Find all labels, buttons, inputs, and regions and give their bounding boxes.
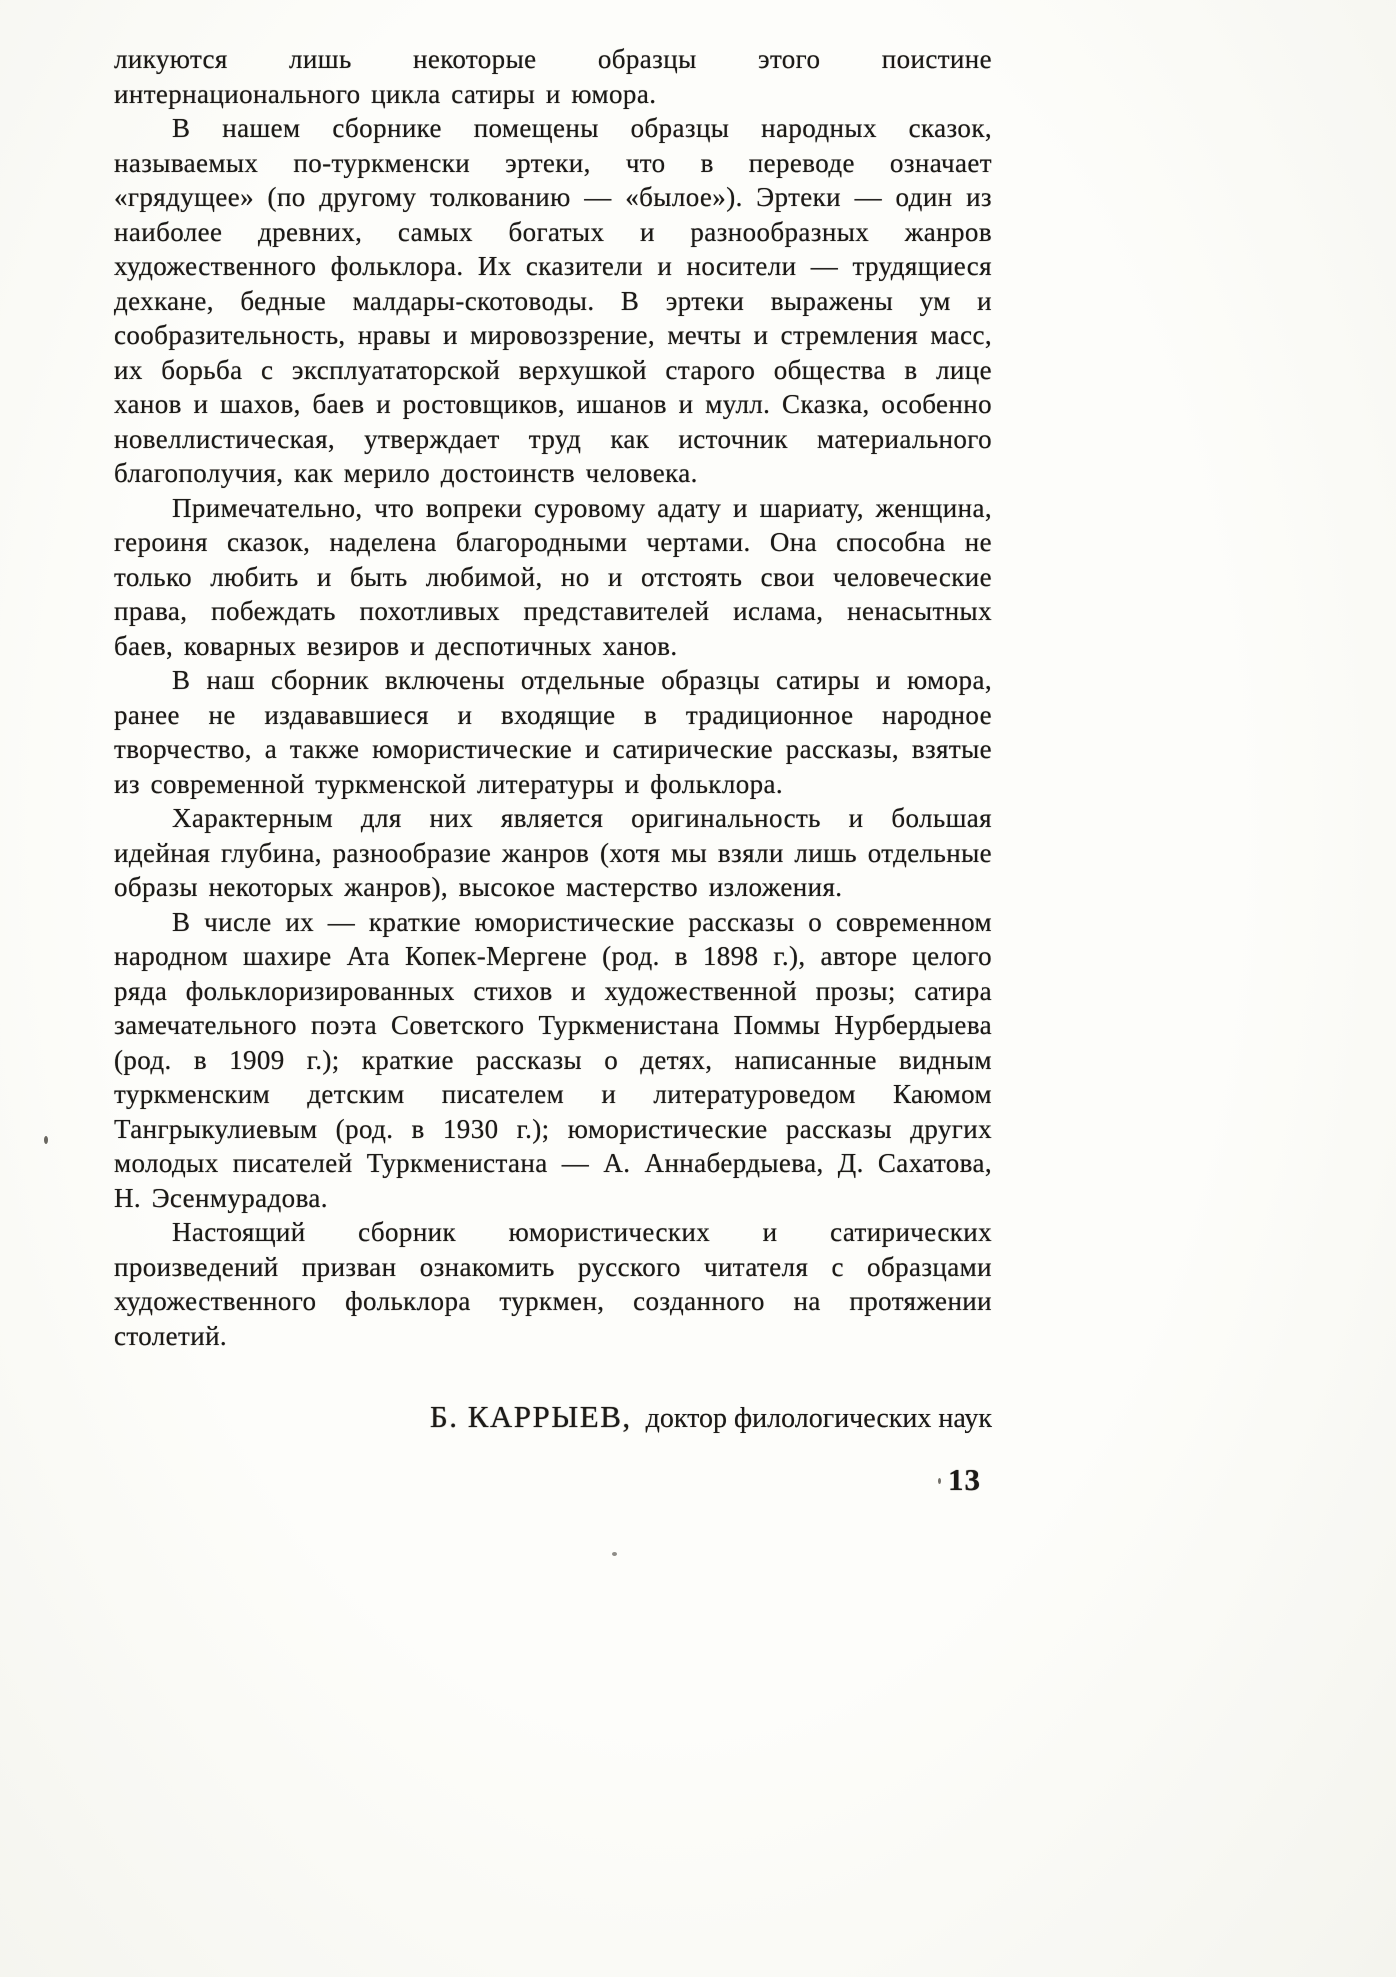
paragraph: Настоящий сборник юмористических и сатирических произведений призван ознакомить русского читателя с образцами художественного фольклора туркмен, созданного на протяжении столетий. (114, 1217, 992, 1351)
scan-speck (44, 1136, 48, 1144)
page-number: 13 (948, 1462, 981, 1497)
paragraph: Примечательно, что вопреки суровому адату и шариату, женщина, героиня сказок, наделена благородными чертами. Она способна не только любить и быть любимой, но и отстоять свои человеческие права, побеждать похотливых представителей ислама, ненасытных баев, коварных везиров и деспотичных ханов. (114, 492, 992, 661)
paragraph: В числе их — краткие юмористические рассказы о современном народном шахире Ата Копек-Мергене (род. в 1898 г.), авторе целого ряда фольклоризированных стихов и художественной прозы; сатира замечательного поэта Советского Туркменистана Поммы Нурбердыева (род. в 1909 г.); краткие рассказы о детях, написанные видным туркменским детским писателем и литературоведом Каюмом Тангрыкулиевым (род. в 1930 г.); юмористические рассказы других молодых писателей Туркменистана — А. Аннабердыева, Д. Сахатова, Н. Эсенмурадова. (114, 906, 992, 1213)
scan-speck (938, 1478, 941, 1484)
paragraph: В нашем сборнике помещены образцы народных сказок, называемых по-туркменски эртеки, что в переводе означает «грядущее» (по другому толкованию — «былое»). Эртеки — один из наиболее древних, самых богатых и разнообразных жанров художественного фольклора. Их сказители и носители — трудящиеся дехкане, бедные малдары-скотоводы. В эртеки выражены ум и сообразительность, нравы и мировоззрение, мечты и стремления масс, их борьба с эксплуататорской верхушкой старого общества в лице ханов и шахов, баев и ростовщиков, ишанов и мулл. Сказка, особенно новеллистическая, утверждает труд как источник материального благополучия, как мерило достоинств человека. (114, 113, 992, 488)
author-name: Б. КАРРЫЕВ, (429, 1399, 632, 1434)
paragraph: ликуются лишь некоторые образцы этого поистине интернационального цикла сатиры и юмора. (114, 44, 992, 109)
author-signature (114, 1399, 992, 1435)
scan-speck (612, 1552, 617, 1556)
body-text (114, 42, 992, 1435)
paragraph: Характерным для них является оригинальность и большая идейная глубина, разнообразие жанров (хотя мы взяли лишь отдельные образы некоторых жанров), высокое мастерство изложения. (114, 803, 992, 902)
paragraph: В наш сборник включены отдельные образцы сатиры и юмора, ранее не издававшиеся и входящие в традиционное народное творчество, а также юмористические и сатирические рассказы, взятые из современной туркменской литературы и фольклора. (114, 665, 992, 799)
author-title: доктор филологических наук (645, 1403, 992, 1434)
